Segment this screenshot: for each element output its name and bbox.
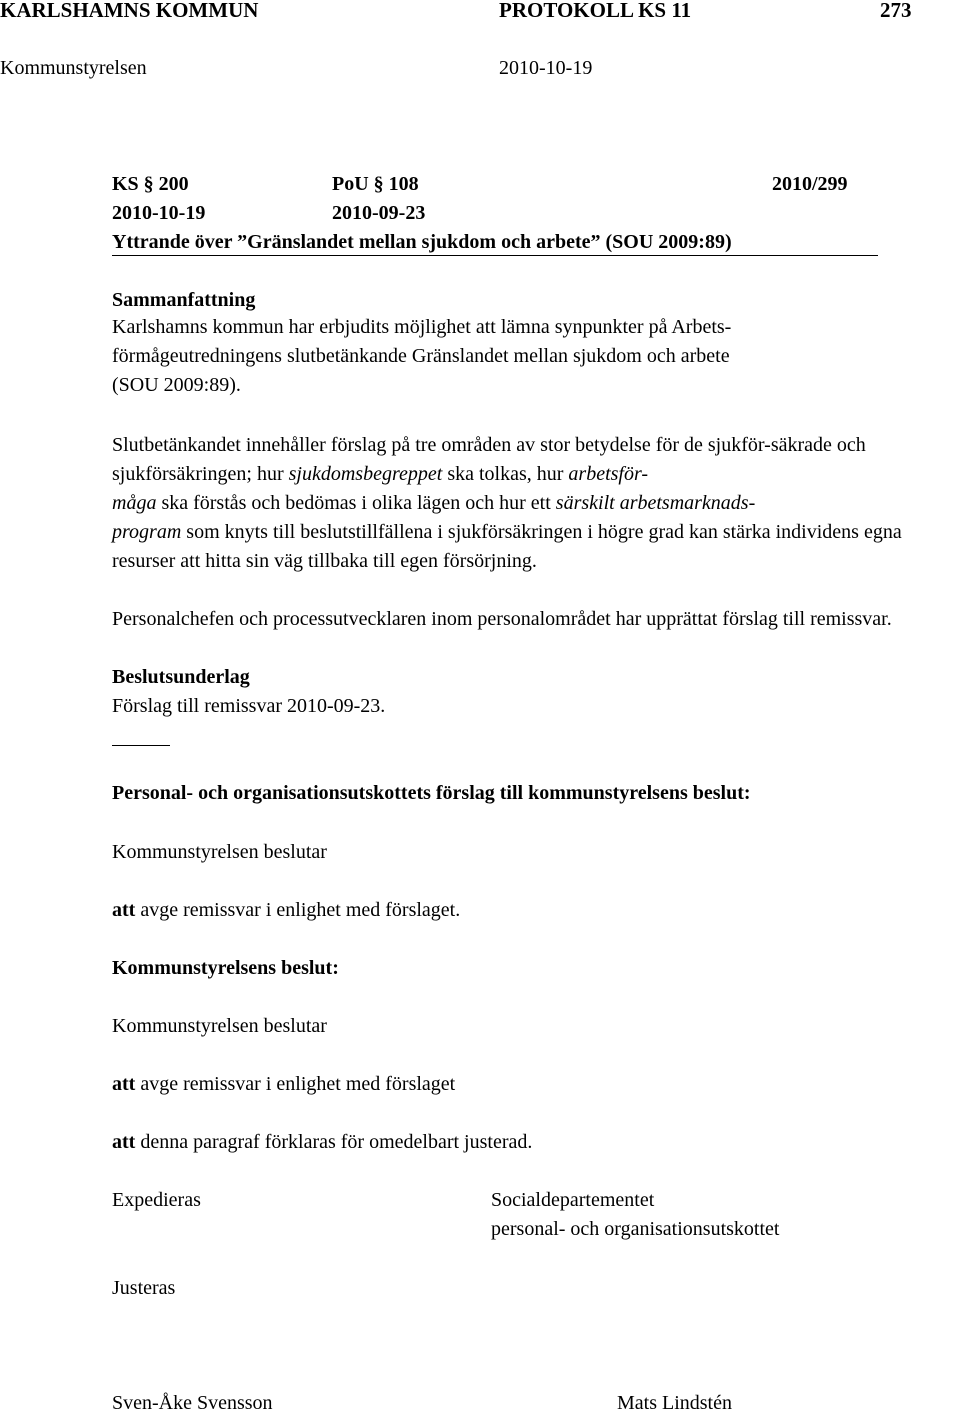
clause-text: avge remissvar i enlighet med förslaget. (135, 899, 461, 921)
text-run: ska tolkas, hur (442, 463, 569, 485)
dispatch-recipient: personal- och organisationsutskottet (491, 1218, 780, 1240)
emphasis: sjukdomsbegreppet (288, 463, 443, 485)
text-run: som knyts till beslutstillfällena i sjukförsäkringen i högre grad kan stärka individens egna (181, 521, 902, 543)
clause-text: denna paragraf förklaras för omedelbart justerad. (135, 1131, 533, 1153)
dispatch-recipient: Socialdepartementet (491, 1189, 655, 1211)
signature-left: Sven-Åke Svensson (112, 1392, 273, 1414)
decision-intro: Kommunstyrelsen beslutar (112, 1015, 327, 1037)
paragraph-line: resurser att hitta sin väg tillbaka till egen försörjning. (112, 550, 537, 572)
summary-line: (SOU 2009:89). (112, 374, 241, 396)
emphasis: program (112, 521, 182, 543)
protocol-label: PROTOKOLL KS 11 (499, 0, 692, 22)
att-keyword: att (112, 1073, 136, 1095)
paragraph-line (112, 460, 902, 489)
summary-line: Karlshamns kommun har erbjudits möjlighet att lämna synpunkter på Arbets- (112, 316, 732, 338)
case-number: 2010/299 (772, 173, 848, 195)
proposal-att-clause (112, 900, 460, 920)
pou-paragraph-ref: PoU § 108 (332, 173, 419, 195)
decision-att-clause (112, 1074, 455, 1094)
section-divider (112, 745, 170, 746)
paragraph-line (112, 518, 902, 547)
pou-date: 2010-09-23 (332, 202, 426, 224)
findings-paragraph (112, 431, 902, 576)
title-underline (112, 255, 878, 256)
att-keyword: att (112, 899, 136, 921)
emphasis: särskilt arbetsmarknads- (555, 492, 756, 514)
paragraph-line (112, 489, 902, 518)
municipality-name: KARLSHAMNS KOMMUN (0, 0, 259, 22)
ks-paragraph-ref: KS § 200 (112, 173, 189, 195)
summary-heading: Sammanfattning (112, 289, 256, 311)
personal-paragraph: Personalchefen och processutvecklaren inom personalområdet har upprättat förslag till remissvar. (112, 608, 892, 630)
summary-line: förmågeutredningens slutbetänkande Gränslandet mellan sjukdom och arbete (112, 345, 730, 367)
decision-att-clause (112, 1132, 532, 1152)
emphasis: arbetsför- (568, 463, 649, 485)
decision-heading: Kommunstyrelsens beslut: (112, 957, 339, 979)
item-title: Yttrande över ”Gränslandet mellan sjukdom och arbete” (SOU 2009:89) (112, 231, 732, 253)
header-body-name: Kommunstyrelsen (0, 57, 147, 79)
att-keyword: att (112, 1131, 136, 1153)
proposal-intro: Kommunstyrelsen beslutar (112, 841, 327, 863)
basis-heading: Beslutsunderlag (112, 666, 250, 688)
text-run: ska förstås och bedömas i olika lägen och hur ett (156, 492, 556, 514)
basis-text: Förslag till remissvar 2010-09-23. (112, 695, 386, 717)
signature-right: Mats Lindstén (617, 1392, 732, 1414)
adjust-label: Justeras (112, 1277, 176, 1299)
summary-text (112, 313, 731, 400)
dispatch-label: Expedieras (112, 1189, 201, 1211)
page-number: 273 (880, 0, 912, 22)
text-run: sjukförsäkringen; hur (112, 463, 289, 485)
paragraph-line: Slutbetänkandet innehåller förslag på tre områden av stor betydelse för de sjukför-säkrade och (112, 434, 866, 456)
clause-text: avge remissvar i enlighet med förslaget (135, 1073, 456, 1095)
proposal-heading: Personal- och organisationsutskottets förslag till kommunstyrelsens beslut: (112, 782, 751, 804)
emphasis: måga (112, 492, 157, 514)
header-date: 2010-10-19 (499, 57, 593, 79)
ks-date: 2010-10-19 (112, 202, 206, 224)
